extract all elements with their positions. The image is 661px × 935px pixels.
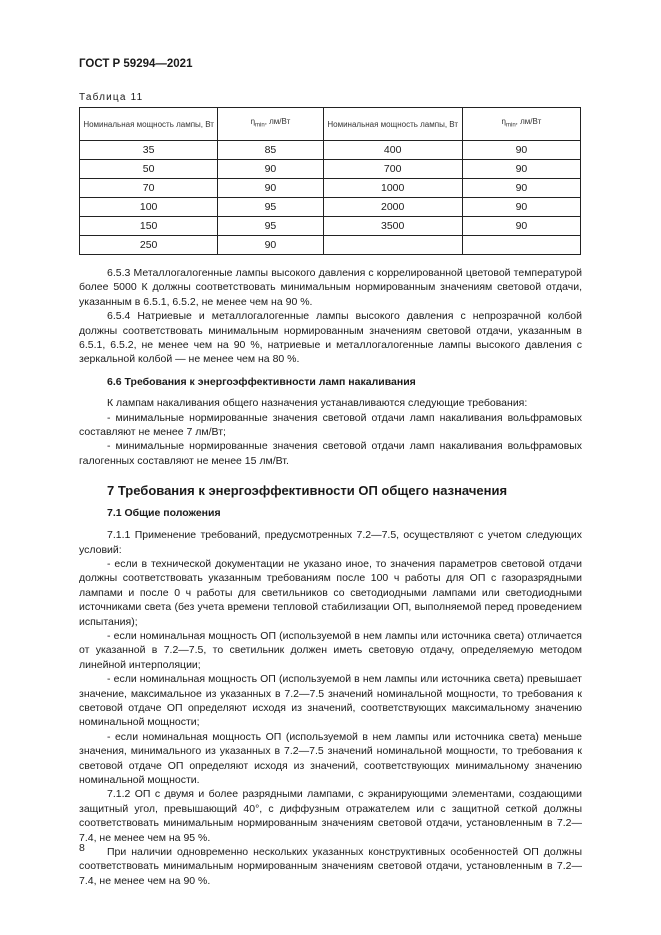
table-row: 150 95 3500 90	[80, 217, 581, 236]
list-item: - если в технической документации не указано иное, то значения параметров световой отдачи должны соответствовать указанным требованиям после 100 ч работы для ОП с газоразрядными лампами и после 0 ч работы для светильников со светодиодными лампами или светодиодными источниками света (без учета времени тепловой стабилизации ОП, выполняемой перед проведением испытания);	[79, 557, 582, 628]
list-item: - если номинальная мощность ОП (используемой в нем лампы или источника света) отличается от указанной в 7.2—7.5, то светильник должен иметь световую отдачу, определяемую методом линейной интерполяции;	[79, 629, 582, 671]
paragraph-7-1-2-continued: При наличии одновременно нескольких указанных конструктивных особенностей ОП должны соответствовать минимальным нормированным значениям световой отдачи, установленным в 7.2—7.4, не менее чем на 90 %.	[79, 846, 582, 887]
table-row: 250 90	[80, 236, 581, 255]
table-row: 35 85 400 90	[80, 141, 581, 160]
list-item: - если номинальная мощность ОП (используемой в нем лампы или источника света) меньше значения, минимального из указанных в 7.2—7.5 значений номинальной мощности, то требования к световой отдаче ОП определяют исходя из значений, соответствующих минимальному значению номинальной мощности.	[79, 730, 582, 786]
table-row: 70 90 1000 90	[80, 179, 581, 198]
header-eta-2: $\eta_{min}$, лм/Вт	[462, 108, 580, 141]
paragraph-6-5-4: 6.5.4 Натриевые и металлогалогенные лампы высокого давления с непрозрачной колбой должны соответствовать минимальным нормированным значениям световой отдачи, указанным в 6.5.1, 6.5.2, не менее чем на 90 %, натриевые и металлогалогенные лампы высокого давления с зеркальной колбой — не менее чем на 80 %.	[79, 310, 582, 366]
paragraph-6-6: К лампам накаливания общего назначения устанавливаются следующие требования:	[107, 397, 528, 410]
body-text	[79, 266, 582, 888]
header-eta-1: $\eta_{min}$, лм/Вт	[218, 108, 323, 141]
paragraph-7-1-2: 7.1.2 ОП с двумя и более разрядными лампами, с экранирующими элементами, создающими защитный угол, превышающий 40°, с диффузным отражателем или с защитной сеткой должны соответствовать минимальным нормированным значениям световой отдачи, установленным в 7.2—7.4, не менее чем на 95 %.	[79, 788, 582, 844]
list-item: - минимальные нормированные значения световой отдачи ламп накаливания вольфрамовых галогенных составляют не менее 15 лм/Вт.	[79, 440, 582, 467]
lamp-efficacy-table	[79, 107, 581, 255]
paragraph-7-1-1: 7.1.1 Применение требований, предусмотренных 7.2—7.5, осуществляют с учетом следующих условий:	[79, 529, 582, 556]
table-header-row	[80, 108, 581, 141]
header-power-1: Номинальная мощность лампы, Вт	[80, 108, 218, 141]
heading-7-1: 7.1 Общие положения	[107, 506, 221, 519]
table-row: 50 90 700 90	[80, 160, 581, 179]
list-item: - минимальные нормированные значения световой отдачи ламп накаливания вольфрамовых составляют не менее 7 лм/Вт;	[79, 411, 582, 439]
table-row: 100 95 2000 90	[80, 198, 581, 217]
heading-6-6: 6.6 Требования к энергоэффективности ламп накаливания	[107, 375, 416, 388]
table-caption: Таблица 11	[79, 92, 144, 103]
document-code: ГОСТ Р 59294—2021	[79, 58, 193, 70]
header-power-2: Номинальная мощность лампы, Вт	[323, 108, 462, 141]
paragraph-6-5-3: 6.5.3 Металлогалогенные лампы высокого давления с коррелированной цветовой температурой более 5000 К должны соответствовать минимальным нормированным значениям световой отдачи, указанным в 6.5.1, 6.5.2, не менее чем на 90 %.	[79, 267, 582, 308]
heading-section-7: 7 Требования к энергоэффективности ОП общего назначения	[107, 483, 508, 499]
page-number: 8	[79, 842, 85, 854]
list-item: - если номинальная мощность ОП (используемой в нем лампы или источника света) превышает значение, максимальное из указанных в 7.2—7.5 значений номинальной мощности, то требования к световой отдаче ОП определяют исходя из значений, соответствующих максимальному значению номинальной мощности;	[79, 673, 582, 729]
